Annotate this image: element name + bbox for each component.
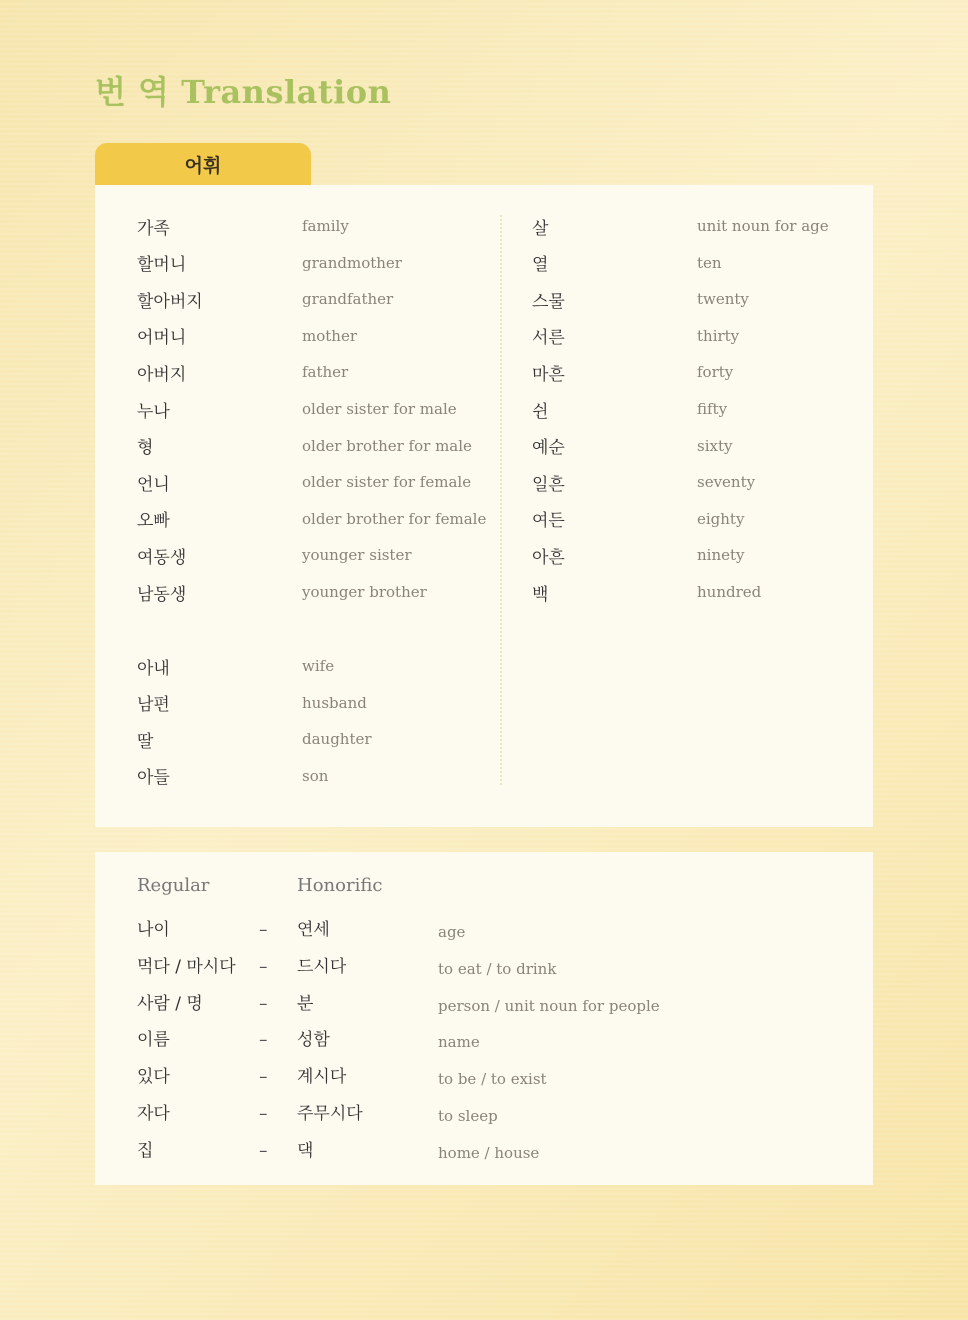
- english-meaning: ten: [697, 253, 722, 272]
- korean-term: 남편: [137, 695, 170, 716]
- vocab-row: [137, 357, 497, 387]
- english-meaning: unit noun for age: [697, 217, 829, 235]
- korean-term: 남동생: [137, 584, 187, 605]
- korean-term: 여동생: [137, 547, 187, 568]
- english-meaning: older brother for female: [302, 509, 487, 528]
- honorific-form: 댁: [297, 1140, 314, 1161]
- english-meaning: grandfather: [302, 290, 394, 309]
- english-meaning: family: [302, 217, 349, 235]
- korean-term: 살: [532, 218, 549, 239]
- korean-term: 열: [532, 255, 549, 276]
- honorific-form: 성함: [297, 1030, 330, 1051]
- korean-term: 백: [532, 584, 549, 605]
- honorific-form: 주무시다: [297, 1104, 363, 1124]
- english-meaning: older sister for male: [302, 400, 457, 418]
- vocab-row: [137, 211, 497, 241]
- english-meaning: father: [302, 363, 349, 382]
- korean-term: 여든: [532, 511, 565, 532]
- vocab-row: [532, 431, 862, 461]
- korean-term: 마흔: [532, 364, 565, 385]
- honorific-form: 계시다: [297, 1067, 347, 1088]
- vocab-row: [532, 394, 862, 424]
- vocab-row: [532, 577, 862, 607]
- vocab-row: [532, 321, 862, 351]
- regular-form: 이름: [137, 1030, 170, 1051]
- dash-separator: –: [259, 993, 268, 1014]
- vocab-row: [137, 651, 497, 681]
- korean-term: 아들: [137, 768, 170, 789]
- english-meaning: to sleep: [438, 1107, 498, 1125]
- dash-separator: –: [259, 1030, 268, 1051]
- korean-term: 스물: [532, 291, 565, 312]
- dash-separator: –: [259, 956, 268, 977]
- english-meaning: son: [302, 766, 329, 785]
- vocab-row: [137, 761, 497, 791]
- english-meaning: older sister for female: [302, 473, 472, 492]
- english-meaning: to be / to exist: [438, 1070, 547, 1089]
- column-divider: [500, 215, 502, 785]
- english-meaning: age: [438, 923, 466, 941]
- english-meaning: mother: [302, 326, 357, 345]
- regular-form: 먹다 / 마시다: [137, 956, 236, 977]
- dash-separator: –: [259, 1104, 268, 1124]
- honorific-row: [95, 989, 865, 1019]
- vocab-row: [137, 321, 497, 351]
- english-meaning: husband: [302, 693, 367, 712]
- english-meaning: younger sister: [302, 546, 412, 565]
- korean-term: 서른: [532, 328, 565, 349]
- korean-term: 언니: [137, 474, 170, 495]
- honorific-header: Honorific: [297, 874, 383, 896]
- honorific-row: [95, 915, 865, 945]
- korean-term: 아내: [137, 658, 170, 679]
- english-meaning: wife: [302, 657, 335, 675]
- korean-term: 쉰: [532, 401, 549, 422]
- regular-form: 집: [137, 1140, 154, 1161]
- honorific-form: 드시다: [297, 956, 347, 977]
- english-meaning: ninety: [697, 546, 745, 565]
- vocab-row: [137, 467, 497, 497]
- honorific-row: [95, 1062, 865, 1092]
- vocab-row: [532, 357, 862, 387]
- korean-term: 누나: [137, 401, 170, 422]
- vocab-row: [532, 540, 862, 570]
- korean-term: 일흔: [532, 474, 565, 495]
- korean-term: 아흔: [532, 547, 565, 568]
- korean-term: 할아버지: [137, 291, 203, 312]
- english-meaning: hundred: [697, 583, 762, 601]
- vocab-row: [137, 284, 497, 314]
- dash-separator: –: [259, 1067, 268, 1088]
- vocab-row: [532, 211, 862, 241]
- korean-term: 가족: [137, 218, 170, 239]
- vocab-row: [532, 248, 862, 278]
- english-meaning: home / house: [438, 1143, 540, 1162]
- vocabulary-tab: 어휘: [95, 143, 311, 186]
- regular-form: 자다: [137, 1104, 170, 1124]
- korean-term: 예순: [532, 438, 565, 459]
- english-meaning: grandmother: [302, 253, 402, 272]
- vocabulary-panel: [95, 185, 873, 827]
- english-meaning: older brother for male: [302, 436, 472, 455]
- vocab-row: [532, 284, 862, 314]
- vocab-row: [137, 688, 497, 718]
- korean-term: 할머니: [137, 255, 187, 276]
- english-meaning: daughter: [302, 730, 372, 749]
- honorific-form: 연세: [297, 920, 330, 940]
- honorific-row: [95, 1099, 865, 1129]
- english-meaning: sixty: [697, 436, 733, 455]
- english-meaning: seventy: [697, 473, 756, 492]
- english-meaning: fifty: [697, 400, 728, 418]
- english-meaning: forty: [697, 363, 734, 382]
- vocab-row: [137, 431, 497, 461]
- page-title: 번 역 Translation: [95, 73, 392, 111]
- regular-header: Regular: [137, 874, 210, 896]
- english-meaning: eighty: [697, 509, 745, 528]
- english-meaning: to eat / to drink: [438, 959, 557, 978]
- korean-term: 어머니: [137, 328, 187, 349]
- korean-term: 딸: [137, 731, 154, 752]
- dash-separator: –: [259, 920, 268, 940]
- vocab-row: [137, 394, 497, 424]
- korean-term: 아버지: [137, 364, 187, 385]
- regular-form: 있다: [137, 1067, 170, 1088]
- honorific-row: [95, 952, 865, 982]
- regular-form: 나이: [137, 920, 170, 940]
- vocab-row: [137, 248, 497, 278]
- honorific-row: [95, 1136, 865, 1166]
- english-meaning: thirty: [697, 326, 740, 345]
- korean-term: 오빠: [137, 511, 170, 532]
- english-meaning: name: [438, 1033, 480, 1052]
- english-meaning: twenty: [697, 290, 749, 309]
- honorific-row: [95, 1025, 865, 1055]
- english-meaning: person / unit noun for people: [438, 996, 660, 1015]
- vocab-row: [137, 504, 497, 534]
- vocab-row: [137, 540, 497, 570]
- honorific-form: 분: [297, 993, 314, 1014]
- vocab-row: [532, 504, 862, 534]
- english-meaning: younger brother: [302, 583, 427, 601]
- regular-form: 사람 / 명: [137, 993, 203, 1014]
- honorific-panel: [95, 852, 873, 1185]
- korean-term: 형: [137, 438, 154, 459]
- vocab-row: [137, 577, 497, 607]
- vocab-row: [532, 467, 862, 497]
- vocab-row: [137, 724, 497, 754]
- dash-separator: –: [259, 1140, 268, 1161]
